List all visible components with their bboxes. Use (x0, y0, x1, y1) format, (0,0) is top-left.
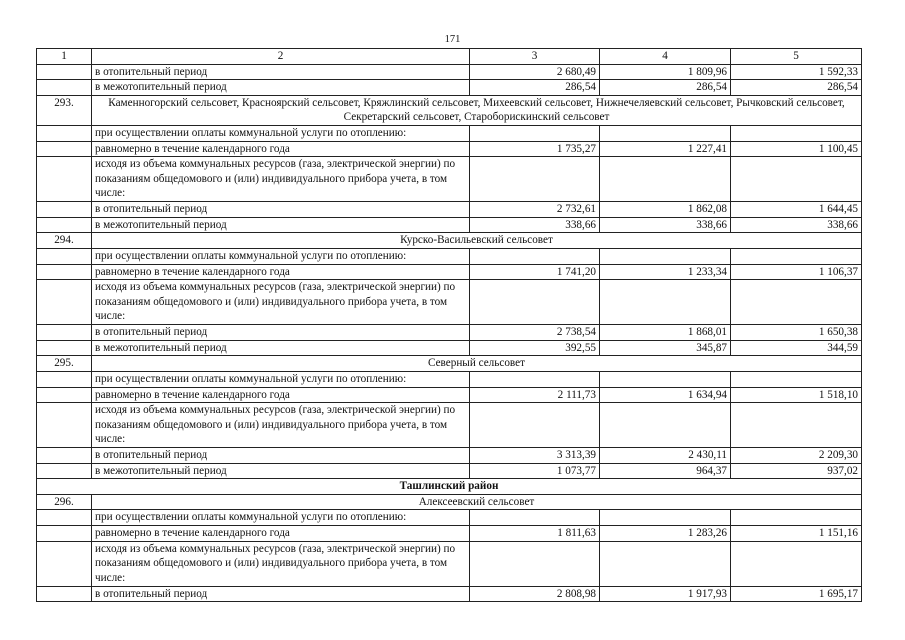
value-cell: 1 644,45 (731, 202, 862, 218)
value-cell: 286,54 (731, 80, 862, 96)
section-number: 294. (37, 233, 92, 249)
value-cell: 338,66 (470, 217, 600, 233)
table-row (37, 463, 862, 479)
row-label: исходя из объема коммунальных ресурсов (газа, электрической энергии) по показаниям общедомового и (или) индивидуального прибора учета, в том числе: (92, 403, 470, 448)
value-cell: 1 862,08 (600, 202, 731, 218)
header-row (37, 49, 862, 65)
table-row (37, 325, 862, 341)
table-row (37, 248, 862, 264)
value-cell: 2 808,98 (470, 586, 600, 602)
row-label: равномерно в течение календарного года (92, 141, 470, 157)
value-cell: 2 738,54 (470, 325, 600, 341)
table-row (37, 125, 862, 141)
table-row (37, 157, 862, 202)
row-label: при осуществлении оплаты коммунальной услуги по отоплению: (92, 371, 470, 387)
row-label: равномерно в течение календарного года (92, 387, 470, 403)
table-row (37, 141, 862, 157)
value-cell: 1 592,33 (731, 64, 862, 80)
value-cell: 1 809,96 (600, 64, 731, 80)
section-title: Курско-Васильевский сельсовет (92, 233, 862, 249)
row-label: при осуществлении оплаты коммунальной услуги по отоплению: (92, 248, 470, 264)
value-cell: 1 227,41 (600, 141, 731, 157)
table-row (37, 80, 862, 96)
section-title: Алексеевский сельсовет (92, 494, 862, 510)
section-number: 295. (37, 356, 92, 372)
value-cell: 1 741,20 (470, 264, 600, 280)
column-header: 5 (731, 49, 862, 65)
table-row (37, 403, 862, 448)
value-cell: 1 518,10 (731, 387, 862, 403)
section-header-row (37, 95, 862, 125)
value-cell: 1 634,94 (600, 387, 731, 403)
row-label: исходя из объема коммунальных ресурсов (газа, электрической энергии) по показаниям общедомового и (или) индивидуального прибора учета, в том числе: (92, 541, 470, 586)
value-cell: 937,02 (731, 463, 862, 479)
value-cell: 338,66 (731, 217, 862, 233)
row-label: равномерно в течение календарного года (92, 264, 470, 280)
section-title: Каменногорский сельсовет, Красноярский сельсовет, Кряжлинский сельсовет, Михеевский сельсовет, Нижнечеляевский сельсовет, Рычковский сельсовет, Секретарский сельсовет, Староборискинский сельсовет (92, 95, 862, 125)
row-label: в межотопительный период (92, 463, 470, 479)
value-cell: 964,37 (600, 463, 731, 479)
row-label: в межотопительный период (92, 340, 470, 356)
value-cell: 1 100,45 (731, 141, 862, 157)
row-label: в отопительный период (92, 202, 470, 218)
column-header: 4 (600, 49, 731, 65)
table-row (37, 586, 862, 602)
table-row (37, 387, 862, 403)
row-label: в отопительный период (92, 448, 470, 464)
table-row (37, 526, 862, 542)
value-cell: 1 917,93 (600, 586, 731, 602)
table-row (37, 202, 862, 218)
value-cell: 1 233,34 (600, 264, 731, 280)
value-cell: 1 073,77 (470, 463, 600, 479)
table-row (37, 340, 862, 356)
row-label: при осуществлении оплаты коммунальной услуги по отоплению: (92, 125, 470, 141)
row-label: в отопительный период (92, 325, 470, 341)
value-cell: 1 735,27 (470, 141, 600, 157)
value-cell: 1 811,63 (470, 526, 600, 542)
table-row (37, 541, 862, 586)
column-header: 1 (37, 49, 92, 65)
value-cell: 286,54 (600, 80, 731, 96)
page-number: 171 (444, 34, 461, 45)
row-label: в отопительный период (92, 586, 470, 602)
column-header: 3 (470, 49, 600, 65)
value-cell: 1 868,01 (600, 325, 731, 341)
table-row (37, 264, 862, 280)
table-row (37, 510, 862, 526)
tariff-table (36, 48, 862, 602)
value-cell: 2 680,49 (470, 64, 600, 80)
district-row (37, 479, 862, 495)
table-row (37, 448, 862, 464)
value-cell: 2 111,73 (470, 387, 600, 403)
value-cell: 1 151,16 (731, 526, 862, 542)
section-header-row (37, 494, 862, 510)
value-cell: 2 209,30 (731, 448, 862, 464)
value-cell: 338,66 (600, 217, 731, 233)
value-cell: 1 106,37 (731, 264, 862, 280)
row-label: в межотопительный период (92, 217, 470, 233)
row-label: исходя из объема коммунальных ресурсов (газа, электрической энергии) по показаниям общедомового и (или) индивидуального прибора учета, в том числе: (92, 280, 470, 325)
value-cell: 2 732,61 (470, 202, 600, 218)
row-label: исходя из объема коммунальных ресурсов (газа, электрической энергии) по показаниям общедомового и (или) индивидуального прибора учета, в том числе: (92, 157, 470, 202)
column-header: 2 (92, 49, 470, 65)
section-title: Северный сельсовет (92, 356, 862, 372)
section-number: 296. (37, 494, 92, 510)
table-row (37, 217, 862, 233)
row-label: в отопительный период (92, 64, 470, 80)
value-cell: 3 313,39 (470, 448, 600, 464)
value-cell: 1 695,17 (731, 586, 862, 602)
section-header-row (37, 233, 862, 249)
district-title: Ташлинский район (37, 479, 862, 495)
table-row (37, 64, 862, 80)
section-number: 293. (37, 95, 92, 125)
row-label: при осуществлении оплаты коммунальной услуги по отоплению: (92, 510, 470, 526)
value-cell: 344,59 (731, 340, 862, 356)
value-cell: 2 430,11 (600, 448, 731, 464)
table-row (37, 371, 862, 387)
value-cell: 286,54 (470, 80, 600, 96)
row-label: в межотопительный период (92, 80, 470, 96)
value-cell: 1 283,26 (600, 526, 731, 542)
value-cell: 392,55 (470, 340, 600, 356)
section-header-row (37, 356, 862, 372)
value-cell: 345,87 (600, 340, 731, 356)
row-label: равномерно в течение календарного года (92, 526, 470, 542)
value-cell: 1 650,38 (731, 325, 862, 341)
table-row (37, 280, 862, 325)
